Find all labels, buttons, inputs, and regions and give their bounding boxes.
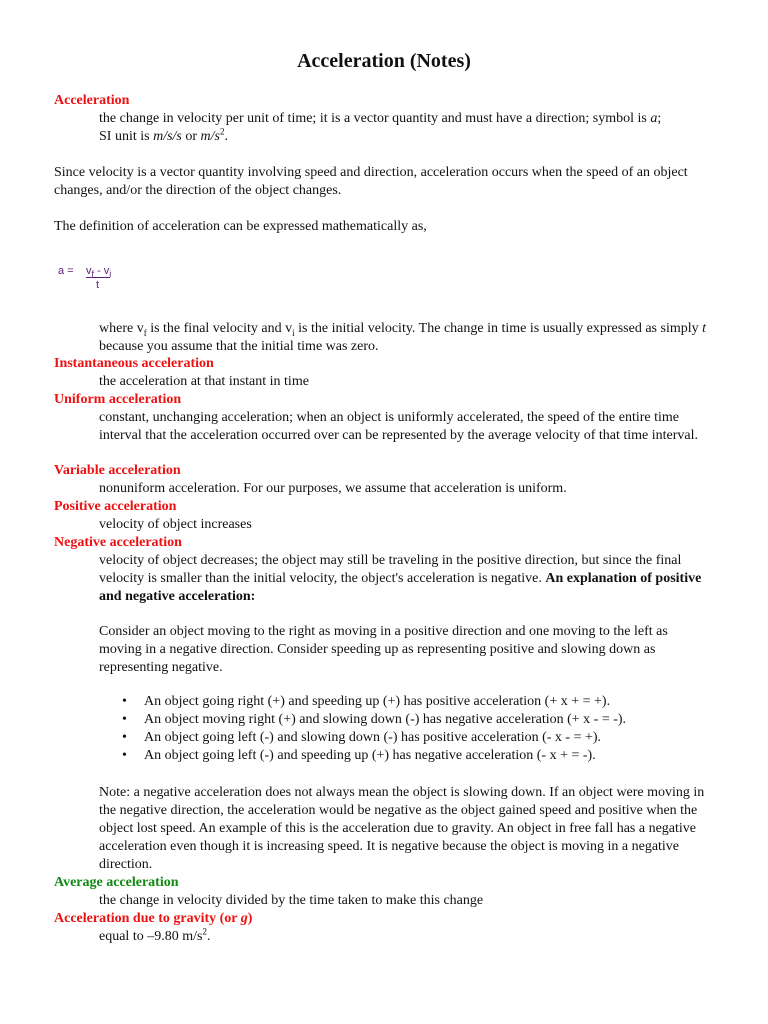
- bullet-icon: •: [122, 694, 127, 709]
- page-title: Acceleration (Notes): [297, 50, 471, 72]
- formula-numerator: $v_f - v_i$: [86, 265, 112, 280]
- term-uniform-acceleration: Uniform acceleration: [54, 392, 182, 407]
- paragraph-note: Note: a negative acceleration does not always mean the object is slowing down. If an object were moving in the negative direction, the acceleration would be negative as the object gained speed and positive when the object lost speed. An example of this is the acceleration due to gravity. An object in free fall has a negative acceleration even though it is increasing speed. It is negative because the object is moving in a negative direction.: [99, 785, 705, 872]
- bullet-icon: •: [122, 748, 127, 763]
- definition-acceleration-unit: SI unit is m/s/s or $m/s^2$.: [99, 126, 228, 144]
- paragraph-definition: The definition of acceleration can be expressed mathematically as,: [54, 219, 427, 234]
- definition-negative-acceleration: velocity of object decreases; the object may still be traveling in the positive direction, but since the final velocity is smaller than the initial velocity, the object's acceleration is negative. An explanation of positive and negative acceleration:: [99, 553, 702, 604]
- term-variable-acceleration: Variable acceleration: [54, 463, 181, 478]
- bullet-icon: •: [122, 712, 127, 727]
- definition-acceleration: the change in velocity per unit of time; it is a vector quantity and must have a direction; symbol is a;: [99, 111, 662, 126]
- definition-uniform-acceleration: constant, unchanging acceleration; when an object is uniformly accelerated, the speed of the entire time interval that the acceleration occurred over can be represented by the average velocity of that time interval.: [99, 410, 698, 443]
- definition-positive-acceleration: velocity of object increases: [99, 517, 252, 532]
- list-item: • An object going left (-) and slowing down (-) has positive acceleration (- x - = +).: [122, 730, 602, 745]
- definition-acceleration-due-to-gravity: equal to –9.80 $m/s^2$.: [99, 926, 211, 944]
- term-positive-acceleration: Positive acceleration: [54, 499, 177, 514]
- formula-denominator: t: [96, 279, 100, 291]
- acceleration-sign-list: [122, 693, 722, 765]
- list-item: • An object going right (+) and speeding up (+) has positive acceleration (+ x + = +).: [122, 694, 611, 709]
- list-item: • An object moving right (+) and slowing down (-) has negative acceleration (+ x - = -).: [122, 712, 627, 727]
- term-instantaneous-acceleration: Instantaneous acceleration: [54, 356, 214, 371]
- term-average-acceleration: Average acceleration: [54, 875, 179, 890]
- formula-lhs: a =: [58, 265, 74, 277]
- definition-variable-acceleration: nonuniform acceleration. For our purposes, we assume that acceleration is uniform.: [99, 481, 567, 496]
- paragraph-velocity: Since velocity is a vector quantity involving speed and direction, acceleration occurs when the speed of an object changes, and/or the direction of the object changes.: [54, 165, 688, 198]
- paragraph-consider: Consider an object moving to the right as moving in a positive direction and one moving to the left as moving in a negative direction. Consider speeding up as representing positive and slowing down as representing negative.: [99, 624, 668, 675]
- term-acceleration-due-to-gravity: Acceleration due to gravity (or g): [54, 911, 253, 926]
- definition-instantaneous-acceleration: the acceleration at that instant in time: [99, 374, 309, 389]
- bullet-icon: •: [122, 730, 127, 745]
- list-item: • An object going left (-) and speeding up (+) has negative acceleration (- x + = -).: [122, 748, 596, 763]
- term-acceleration: Acceleration: [54, 93, 130, 108]
- paragraph-where: where $v_f$ is the final velocity and $v_i$ is the initial velocity. The change in time is usually expressed as simply t because you assume that the initial time was zero.: [99, 321, 707, 354]
- term-negative-acceleration: Negative acceleration: [54, 535, 182, 550]
- definition-average-acceleration: the change in velocity divided by the time taken to make this change: [99, 893, 484, 908]
